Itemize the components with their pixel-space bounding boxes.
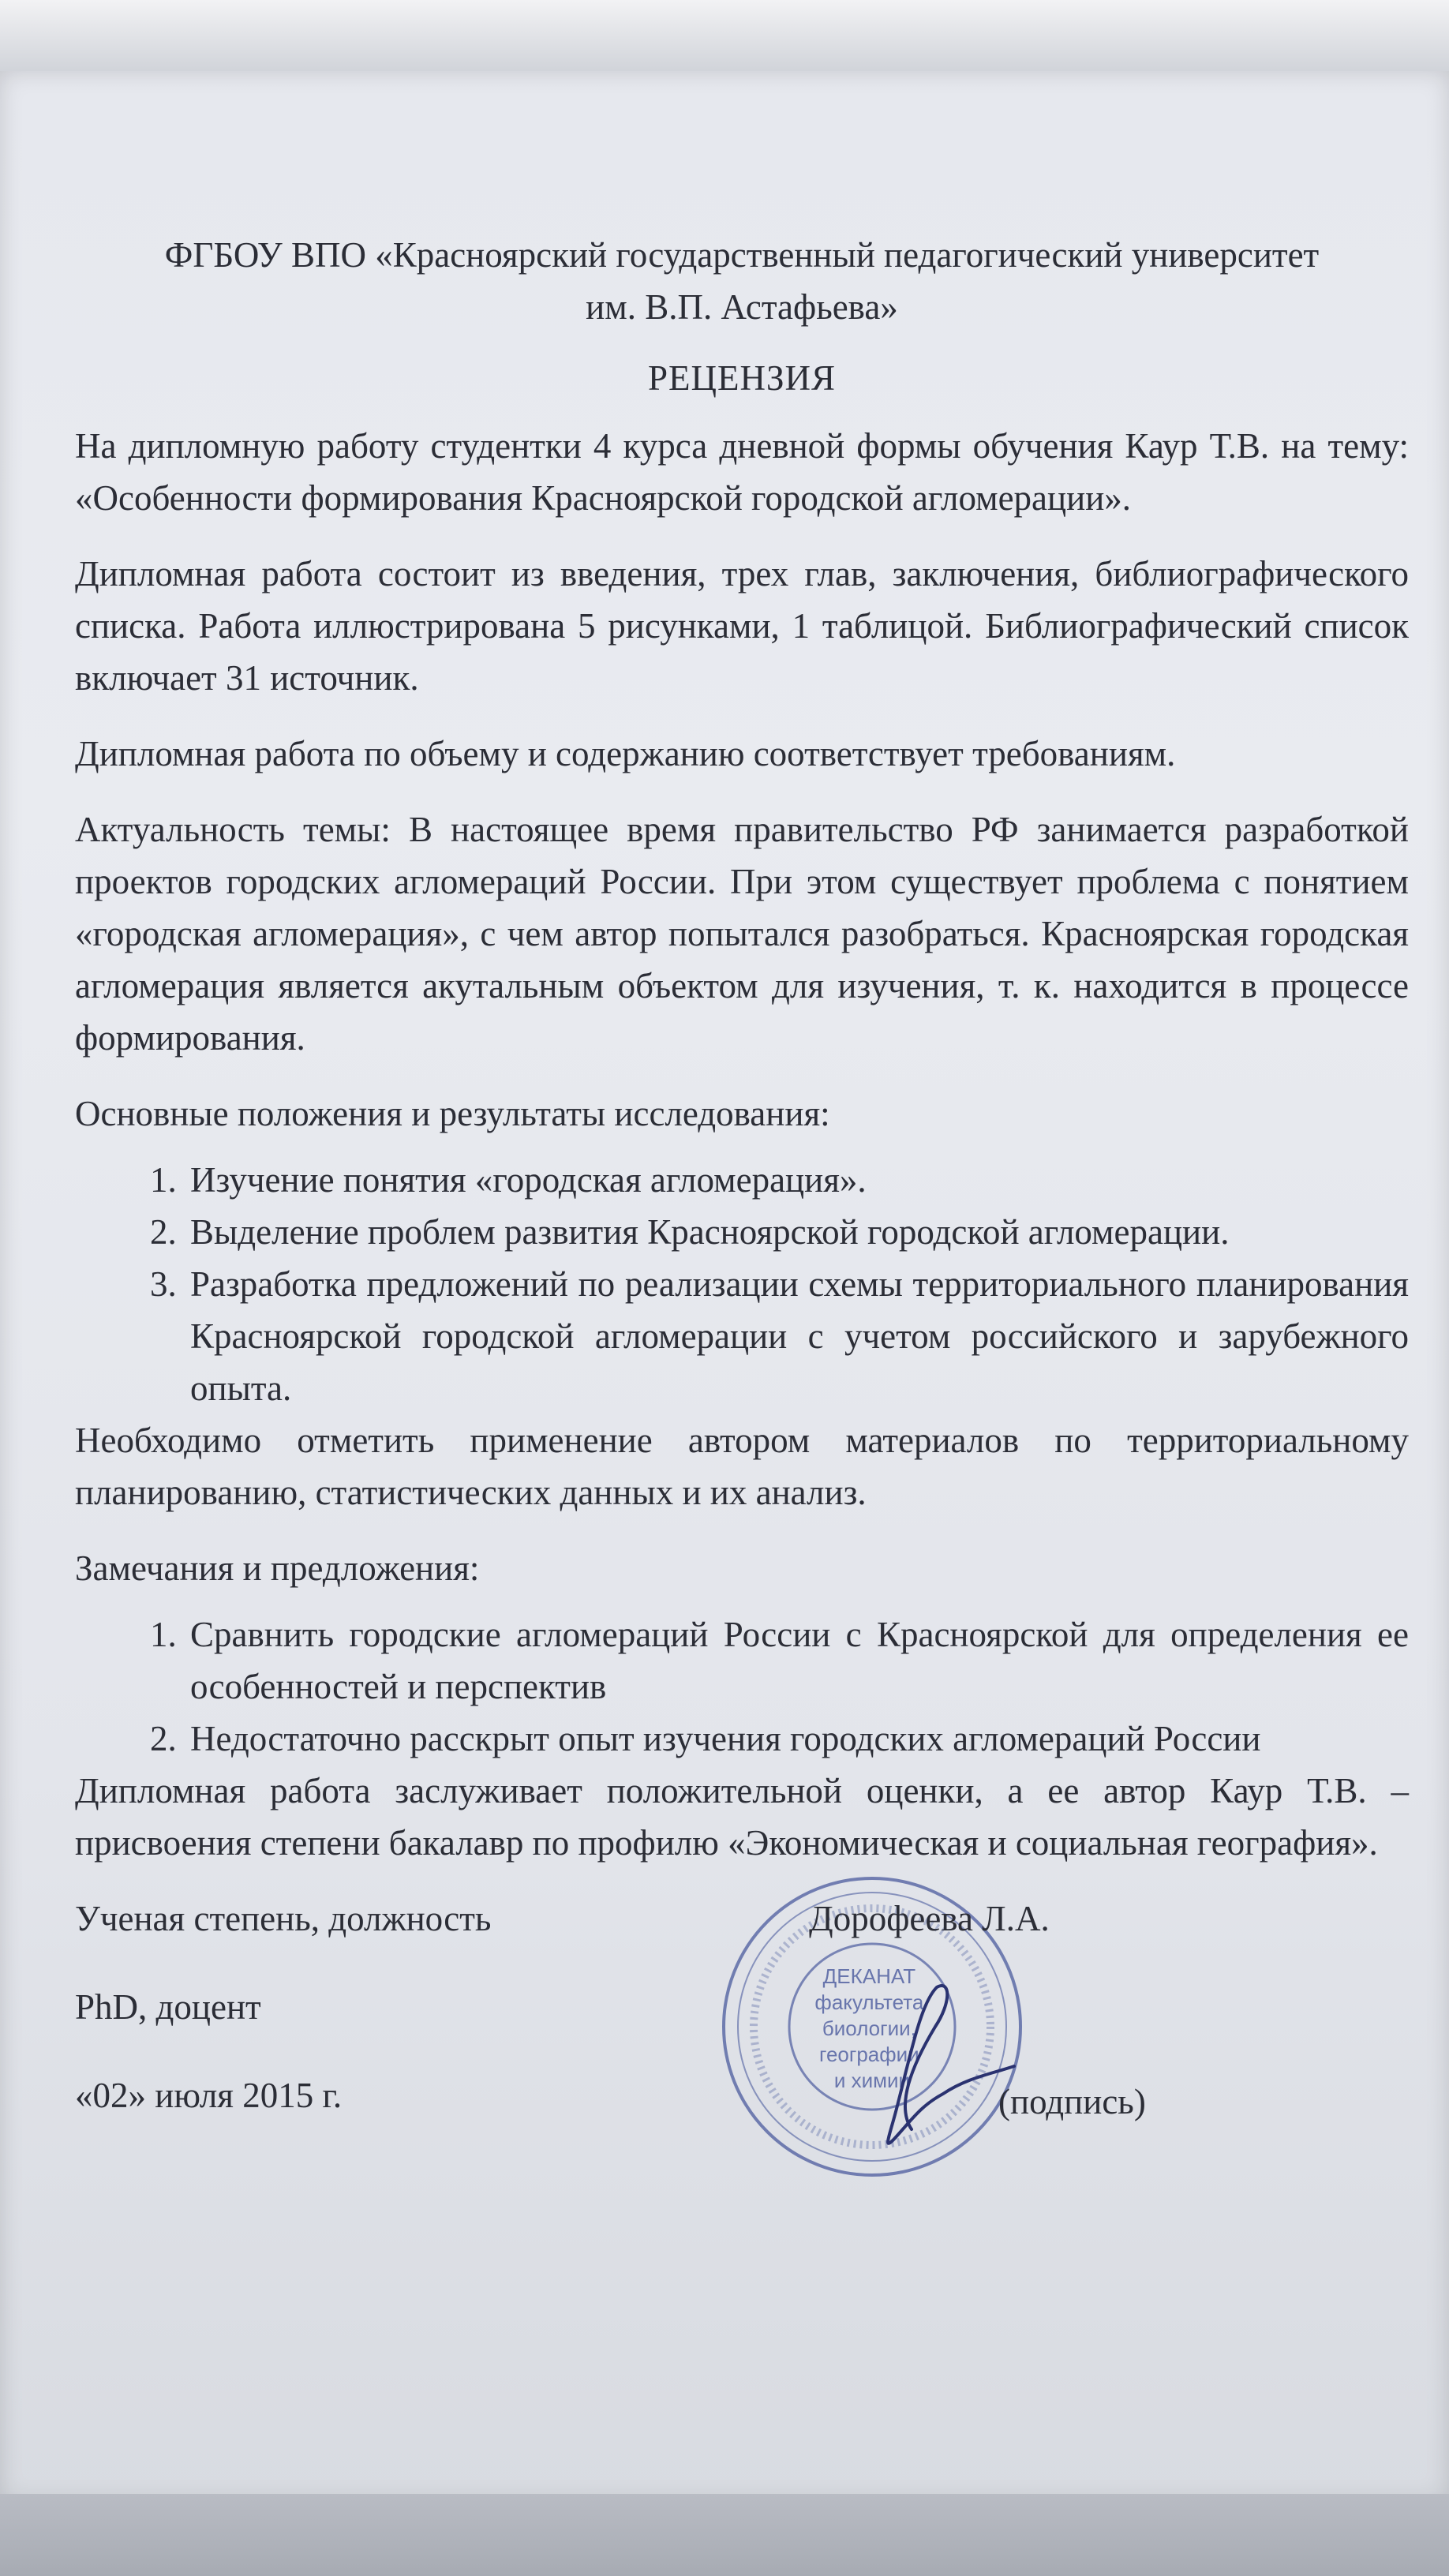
document-body: [75, 229, 1409, 2192]
remarks-list-item: 2. Недостаточно расскрыт опыт изучения городских агломераций России: [185, 1713, 1409, 1765]
paragraph-remarks-intro: Замечания и предложения:: [75, 1548, 480, 1588]
institution-title: [75, 229, 1409, 333]
remarks-list: [75, 1608, 1409, 1765]
degree-value: PhD, доцент: [75, 1987, 261, 2027]
institution-line-1: ФГБОУ ВПО «Красноярский государственный педагогический университет: [164, 235, 1320, 275]
paragraph-compliance: Дипломная работа по объему и содержанию соответствует требованиям.: [75, 734, 1176, 773]
reviewer-details: [75, 1893, 491, 2158]
stamp-line: ДЕКАНАТ: [822, 1964, 916, 1988]
stamp-line: географии: [819, 2042, 919, 2066]
paragraph-subject: На дипломную работу студентки 4 курса дневной формы обучения Каур Т.В. на тему: «Особенности формирования Красноярской городской агломерации».: [75, 426, 1409, 518]
document-heading: РЕЦЕНЗИЯ: [647, 358, 837, 398]
signature-caption: (подпись): [998, 2082, 1146, 2121]
paragraph-note: Необходимо отметить применение автором материалов по территориальному планированию, статистических данных и их анализ.: [75, 1421, 1409, 1512]
review-date: «02» июля 2015 г.: [75, 2076, 343, 2115]
results-list-item: 3. Разработка предложений по реализации схемы территориального планирования Красноярской городской агломерации с учетом российского и зарубежного опыта.: [185, 1258, 1409, 1414]
results-list: [75, 1154, 1409, 1414]
paragraph-structure: Дипломная работа состоит из введения, трех глав, заключения, библиографического списка. Работа иллюстрирована 5 рисунками, 1 таблицой. Библиографический список включает 31 источник.: [75, 554, 1409, 698]
remarks-list-item: 1. Сравнить городские агломераций России с Красноярской для определения ее особенностей и перспектив: [185, 1608, 1409, 1713]
stamp-line: биологии,: [822, 2016, 916, 2040]
stamp-line: факультета: [814, 1990, 924, 2014]
degree-label: Ученая степень, должность: [75, 1899, 492, 1938]
institution-line-2: им. В.П. Астафьева»: [586, 287, 898, 327]
background-top: [0, 0, 1449, 75]
signature-block: [75, 1893, 1409, 2192]
results-list-item: 2. Выделение проблем развития Красноярской городской агломерации.: [185, 1206, 1409, 1258]
reviewer-name: Дорофеева Л.А.: [809, 1899, 1050, 1938]
paragraph-relevance: Актуальность темы: В настоящее время правительство РФ занимается разработкой проектов городских агломераций России. При этом существует проблема с понятием «городская агломерация», с чем автор попытался разобраться. Красноярская городская агломерация является акутальным объектом для изучения, т. к. находится в процессе формирования.: [75, 810, 1409, 1058]
paragraph-results-intro: Основные положения и результаты исследования:: [75, 1094, 830, 1133]
results-list-item: 1. Изучение понятия «городская агломерация».: [185, 1154, 1409, 1206]
stamp-line: и химии: [833, 2069, 911, 2092]
paragraph-conclusion: Дипломная работа заслуживает положительной оценки, а ее автор Каур Т.В. – присвоения степени бакалавр по профилю «Экономическая и социальная география».: [75, 1771, 1409, 1863]
background-bottom: [0, 2494, 1449, 2576]
